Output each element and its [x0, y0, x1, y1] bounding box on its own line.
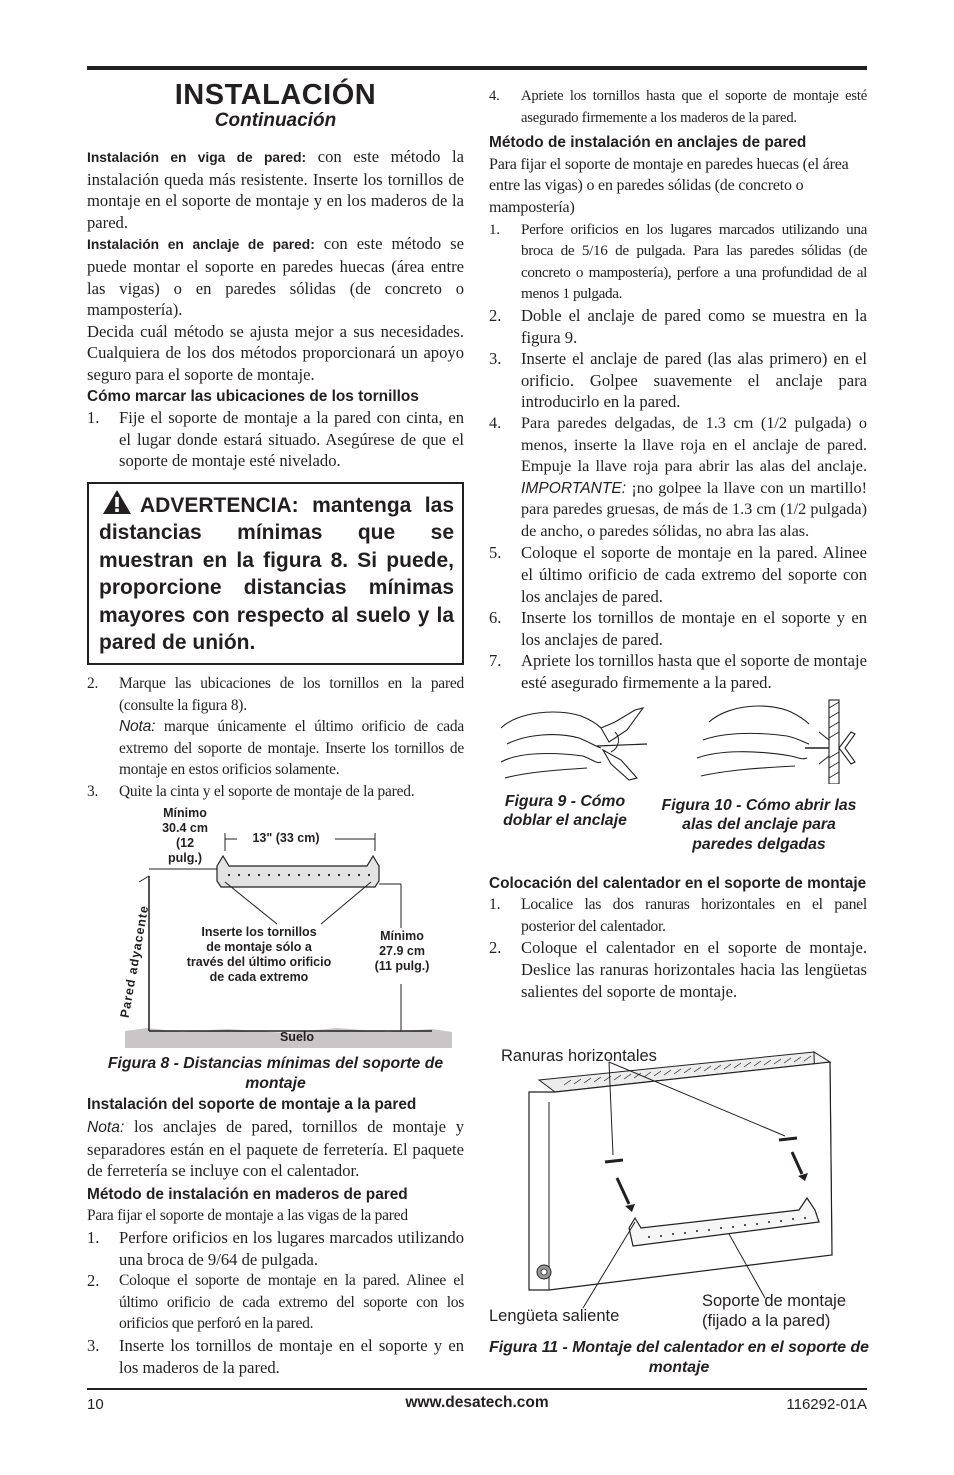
- label-line: 30.4 cm: [162, 821, 208, 836]
- document-code: 116292-01A: [786, 1396, 867, 1413]
- figure-8: [87, 806, 464, 1048]
- list-text: Apriete los tornillos hasta que el soporte de montaje esté asegurado firmemente a la pared.: [521, 651, 867, 693]
- list-number: 2.: [489, 938, 502, 958]
- fig8-min-side-label: [153, 806, 217, 866]
- fig8-min-floor-label: [365, 929, 439, 974]
- figure-9-drawing: [497, 702, 657, 788]
- heading-mark-screws: Cómo marcar las ubicaciones de los tornillos: [87, 387, 419, 405]
- note-text: los anclajes de pared, tornillos de montaje y separadores están en el paquete de ferretería. El paquete de ferretería se incluye con el calentador.: [87, 1117, 464, 1181]
- list-number: 4.: [489, 88, 500, 104]
- list-item: [87, 1270, 464, 1335]
- fig11-tab-label: Lengüeta saliente: [489, 1307, 620, 1325]
- list-item: [489, 937, 867, 1002]
- list-number: 4.: [489, 413, 502, 432]
- footer-url[interactable]: www.desatech.com: [405, 1394, 549, 1411]
- list-item: [489, 305, 867, 348]
- list-text: Coloque el soporte de montaje en la pared. Alinee el último orificio de cada extremo del soporte con los orificios que perforó en la pared.: [119, 1272, 464, 1333]
- list-text: Apriete los tornillos hasta que el soporte de montaje esté asegurado firmemente a los maderos de la pared.: [521, 88, 867, 126]
- label-line: Inserte los tornillos: [201, 925, 317, 940]
- note-text: marque únicamente el último orificio de cada extremo del soporte de montaje. Inserte los tornillos de montaje en estos orificios solamente.: [119, 718, 464, 779]
- label-line: Mínimo: [380, 929, 424, 944]
- figure-10-drawing: [679, 692, 859, 784]
- list-item: [489, 413, 867, 543]
- list-item: [87, 1335, 464, 1378]
- left-column: [87, 80, 464, 1378]
- list-text: Perfore orificios en los lugares marcados utilizando una broca de 5/16 de pulgada. Para las paredes sólidas (de concreto o mampostería), perfore a una profundidad de al menos 1 pulgada.: [521, 220, 867, 303]
- warning-text: ADVERTENCIA: mantenga las distancias mínimas que se muestran en la figura 8. Si puede, proporcione distancias mínimas mayores con respecto al suelo y la pared de unión.: [99, 493, 454, 655]
- page-title: INSTALACIÓN: [174, 79, 377, 111]
- list-item: [87, 673, 464, 781]
- list-text: Perfore orificios en los lugares marcados utilizando una broca de 9/64 de pulgada.: [119, 1228, 464, 1269]
- step-text: ¡no golpee la llave con un martillo! para paredes gruesas, de más de 1.3 cm (1/2 pulgada) de ancho, o paredes sólidas, no abra las alas.: [521, 478, 867, 540]
- paragraph-install-note: [87, 1116, 464, 1182]
- important-label: IMPORTANTE:: [521, 479, 627, 497]
- list-item: [489, 894, 867, 937]
- list-text: [521, 413, 867, 543]
- list-text: [119, 673, 464, 781]
- label-line: de cada extremo: [209, 970, 309, 985]
- list-item: [489, 542, 867, 607]
- figure-10-caption: Figura 10 - Cómo abrir las alas del anclaje para paredes delgadas: [661, 796, 857, 853]
- figure-11-caption: Figura 11 - Montaje del calentador en el soporte de montaje: [489, 1339, 869, 1376]
- list-text: Localice las dos ranuras horizontales en el panel posterior del calentador.: [521, 896, 867, 935]
- lead-anchor-install: Instalación en anclaje de pared:: [87, 237, 315, 253]
- list-item: [489, 650, 867, 693]
- warning-box: [87, 482, 464, 665]
- list-item: [87, 781, 464, 803]
- text-anchor-install: con este método se puede montar el soporte en paredes huecas (área entre las vigas) o en paredes sólidas (de concreto o mampostería).: [87, 234, 465, 320]
- list-number: 2.: [87, 1271, 100, 1291]
- right-column: [489, 86, 867, 1002]
- list-text: Inserte los tornillos de montaje en el soporte y en los anclajes de pared.: [521, 608, 867, 649]
- figures-9-10: [489, 702, 867, 867]
- list-number: 3.: [489, 349, 502, 369]
- step-text: Para paredes delgadas, de 1.3 cm (1/2 pulgada) o menos, inserte la llave roja en el anclaje de pared. Empuje la llave roja para abrir las alas del anclaje.: [521, 413, 867, 476]
- list-item: [489, 86, 867, 129]
- lead-stud-install: Instalación en viga de pared:: [87, 150, 307, 165]
- footer-rule: [87, 1388, 867, 1390]
- warning-icon: [102, 489, 132, 515]
- list-item: [489, 607, 867, 650]
- figure-11: [489, 1040, 869, 1380]
- list-number: 3.: [87, 1336, 100, 1355]
- label-line: (fijado a la pared): [702, 1312, 831, 1330]
- figure-8-caption: Figura 8 - Distancias mínimas del soporte de montaje: [107, 1055, 444, 1092]
- list-text: Doble el anclaje de pared como se muestra en la figura 9.: [521, 305, 867, 347]
- fig11-bracket-label: [702, 1291, 846, 1331]
- list-item: [489, 348, 867, 413]
- heading-heater-placement: Colocación del calentador en el soporte de montaje: [489, 874, 867, 892]
- list-number: 5.: [489, 543, 502, 563]
- list-number: 2.: [87, 674, 99, 692]
- list-item: [489, 219, 867, 305]
- label-line: (12: [175, 836, 195, 851]
- fig11-slots-label: Ranuras horizontales: [501, 1047, 657, 1065]
- heading-install-bracket: Instalación del soporte de montaje a la pared: [87, 1096, 417, 1114]
- list-item: [87, 1227, 464, 1270]
- fig8-width-label: 13" (33 cm): [252, 831, 320, 846]
- note-label: Nota:: [119, 718, 156, 736]
- list-item: [87, 407, 464, 472]
- label-line: pulg.): [167, 851, 202, 866]
- list-number: 6.: [489, 608, 502, 628]
- paragraph-stud-install: [87, 146, 464, 233]
- paragraph-decide: Decida cuál método se ajusta mejor a sus necesidades. Cualquiera de los dos métodos proporcionará un apoyo seguro para el soporte de montaje.: [87, 321, 464, 384]
- list-text: Inserte los tornillos de montaje en el soporte y en los maderos de la pared.: [119, 1336, 464, 1377]
- label-line: de montaje sólo a: [206, 940, 312, 955]
- list-number: 1.: [489, 896, 501, 914]
- note-label: Nota:: [87, 1119, 125, 1137]
- list-number: 2.: [489, 305, 502, 325]
- list-number: 7.: [489, 651, 502, 671]
- list-number: 1.: [87, 1228, 100, 1248]
- paragraph-anchor-install: [87, 233, 464, 320]
- list-number: 3.: [87, 782, 99, 800]
- fig8-floor-label: Suelo: [279, 1030, 315, 1045]
- heading-wood-method: Método de instalación en maderos de pared: [87, 1185, 408, 1203]
- text-stud-install: con este método la instalación queda más resistente. Inserte los tornillos de montaje en el soporte de montaje y en los maderos de la pared.: [87, 147, 464, 232]
- page-number: 10: [87, 1396, 104, 1413]
- label-line: Soporte de montaje: [702, 1292, 847, 1310]
- heading-anchor-method: Método de instalación en anclajes de pared: [489, 134, 807, 152]
- list-number: 1.: [87, 408, 100, 428]
- paragraph-wood-intro: Para fijar el soporte de montaje a las vigas de la pared: [87, 1207, 408, 1225]
- list-text: Inserte el anclaje de pared (las alas primero) en el orificio. Golpee suavemente el anclaje para introducirlo en la pared.: [521, 349, 867, 412]
- list-number: 1.: [489, 220, 500, 238]
- fig8-insert-label: [179, 925, 339, 985]
- figure-9-caption: Figura 9 - Cómo doblar el anclaje: [503, 792, 627, 830]
- top-rule: [87, 66, 867, 70]
- page-subtitle: Continuación: [214, 110, 337, 131]
- list-text: Coloque el calentador en el soporte de montaje. Deslice las ranuras horizontales hacia las lengüetas salientes del soporte de montaje.: [521, 938, 867, 1001]
- label-line: 27.9 cm: [379, 944, 425, 959]
- list-text: Coloque el soporte de montaje en la pared. Alinee el último orificio de cada extremo del soporte con los anclajes de pared.: [521, 543, 867, 606]
- label-line: Mínimo: [163, 806, 207, 821]
- step-text: Marque las ubicaciones de los tornillos en la pared (consulte la figura 8).: [119, 674, 464, 714]
- list-text: Fije el soporte de montaje a la pared con cinta, en el lugar donde estará situado. Asegúrese de que el soporte de montaje esté nivelado.: [119, 408, 464, 471]
- fig8-wall-label: Pared adyacente: [117, 904, 152, 1020]
- label-line: (11 pulg.): [374, 959, 430, 974]
- label-line: través del último orificio: [186, 955, 332, 970]
- paragraph-anchor-intro: Para fijar el soporte de montaje en paredes huecas (el área entre las vigas) o en paredes sólidas (de concreto o mampostería): [489, 155, 849, 216]
- list-text: Quite la cinta y el soporte de montaje de la pared.: [119, 782, 415, 800]
